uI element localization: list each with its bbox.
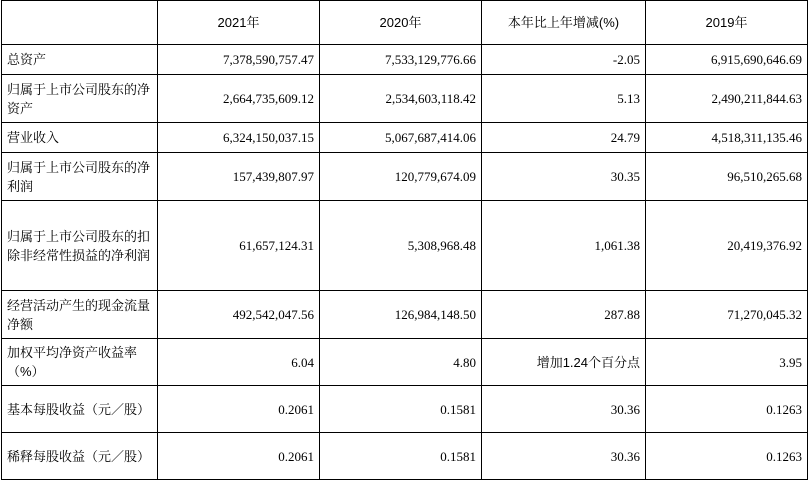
row-label-total-assets: 总资产 — [2, 45, 158, 75]
cell-operating-cashflow-2019: 71,270,045.32 — [646, 291, 808, 339]
cell-diluted-eps-2020: 0.1581 — [320, 433, 482, 480]
cell-roe-2019: 3.95 — [646, 339, 808, 386]
table-row — [2, 123, 808, 153]
table-row — [2, 386, 808, 433]
cell-net-profit-deducted-2019: 20,419,376.92 — [646, 201, 808, 291]
table-row — [2, 433, 808, 480]
cell-net-assets-2021: 2,664,735,609.12 — [158, 75, 320, 123]
cell-diluted-eps-change: 30.36 — [482, 433, 646, 480]
table-row — [2, 201, 808, 291]
cell-net-profit-deducted-2020: 5,308,968.48 — [320, 201, 482, 291]
cell-net-assets-2020: 2,534,603,118.42 — [320, 75, 482, 123]
table-body — [2, 45, 808, 480]
table-row — [2, 339, 808, 386]
cell-basic-eps-2021: 0.2061 — [158, 386, 320, 433]
cell-diluted-eps-2019: 0.1263 — [646, 433, 808, 480]
row-label-net-profit: 归属于上市公司股东的净利润 — [2, 153, 158, 201]
column-header-metric — [2, 1, 158, 45]
column-header-2019: 2019年 — [646, 1, 808, 45]
cell-operating-cashflow-2020: 126,984,148.50 — [320, 291, 482, 339]
cell-net-assets-2019: 2,490,211,844.63 — [646, 75, 808, 123]
table-header-row — [2, 1, 808, 45]
column-header-change: 本年比上年增减(%) — [482, 1, 646, 45]
row-label-diluted-eps: 稀释每股收益（元／股） — [2, 433, 158, 480]
cell-diluted-eps-2021: 0.2061 — [158, 433, 320, 480]
cell-operating-cashflow-change: 287.88 — [482, 291, 646, 339]
cell-net-profit-change: 30.35 — [482, 153, 646, 201]
cell-total-assets-2019: 6,915,690,646.69 — [646, 45, 808, 75]
table-header — [2, 1, 808, 45]
cell-total-assets-2020: 7,533,129,776.66 — [320, 45, 482, 75]
cell-revenue-2019: 4,518,311,135.46 — [646, 123, 808, 153]
column-header-2021: 2021年 — [158, 1, 320, 45]
cell-total-assets-2021: 7,378,590,757.47 — [158, 45, 320, 75]
table-row — [2, 45, 808, 75]
row-label-revenue: 营业收入 — [2, 123, 158, 153]
table-row — [2, 153, 808, 201]
cell-operating-cashflow-2021: 492,542,047.56 — [158, 291, 320, 339]
cell-basic-eps-2019: 0.1263 — [646, 386, 808, 433]
cell-net-profit-2019: 96,510,265.68 — [646, 153, 808, 201]
table-row — [2, 291, 808, 339]
row-label-roe: 加权平均净资产收益率（%） — [2, 339, 158, 386]
financial-summary-table — [1, 0, 808, 480]
cell-revenue-2020: 5,067,687,414.06 — [320, 123, 482, 153]
cell-roe-change: 增加1.24个百分点 — [482, 339, 646, 386]
cell-net-profit-deducted-change: 1,061.38 — [482, 201, 646, 291]
row-label-basic-eps: 基本每股收益（元／股） — [2, 386, 158, 433]
cell-total-assets-change: -2.05 — [482, 45, 646, 75]
cell-net-assets-change: 5.13 — [482, 75, 646, 123]
column-header-2020: 2020年 — [320, 1, 482, 45]
cell-roe-2021: 6.04 — [158, 339, 320, 386]
row-label-net-profit-deducted: 归属于上市公司股东的扣除非经常性损益的净利润 — [2, 201, 158, 291]
cell-net-profit-2021: 157,439,807.97 — [158, 153, 320, 201]
cell-basic-eps-change: 30.36 — [482, 386, 646, 433]
cell-net-profit-deducted-2021: 61,657,124.31 — [158, 201, 320, 291]
row-label-net-assets: 归属于上市公司股东的净资产 — [2, 75, 158, 123]
cell-revenue-change: 24.79 — [482, 123, 646, 153]
cell-roe-2020: 4.80 — [320, 339, 482, 386]
cell-revenue-2021: 6,324,150,037.15 — [158, 123, 320, 153]
cell-net-profit-2020: 120,779,674.09 — [320, 153, 482, 201]
table-row — [2, 75, 808, 123]
row-label-operating-cashflow: 经营活动产生的现金流量净额 — [2, 291, 158, 339]
cell-basic-eps-2020: 0.1581 — [320, 386, 482, 433]
